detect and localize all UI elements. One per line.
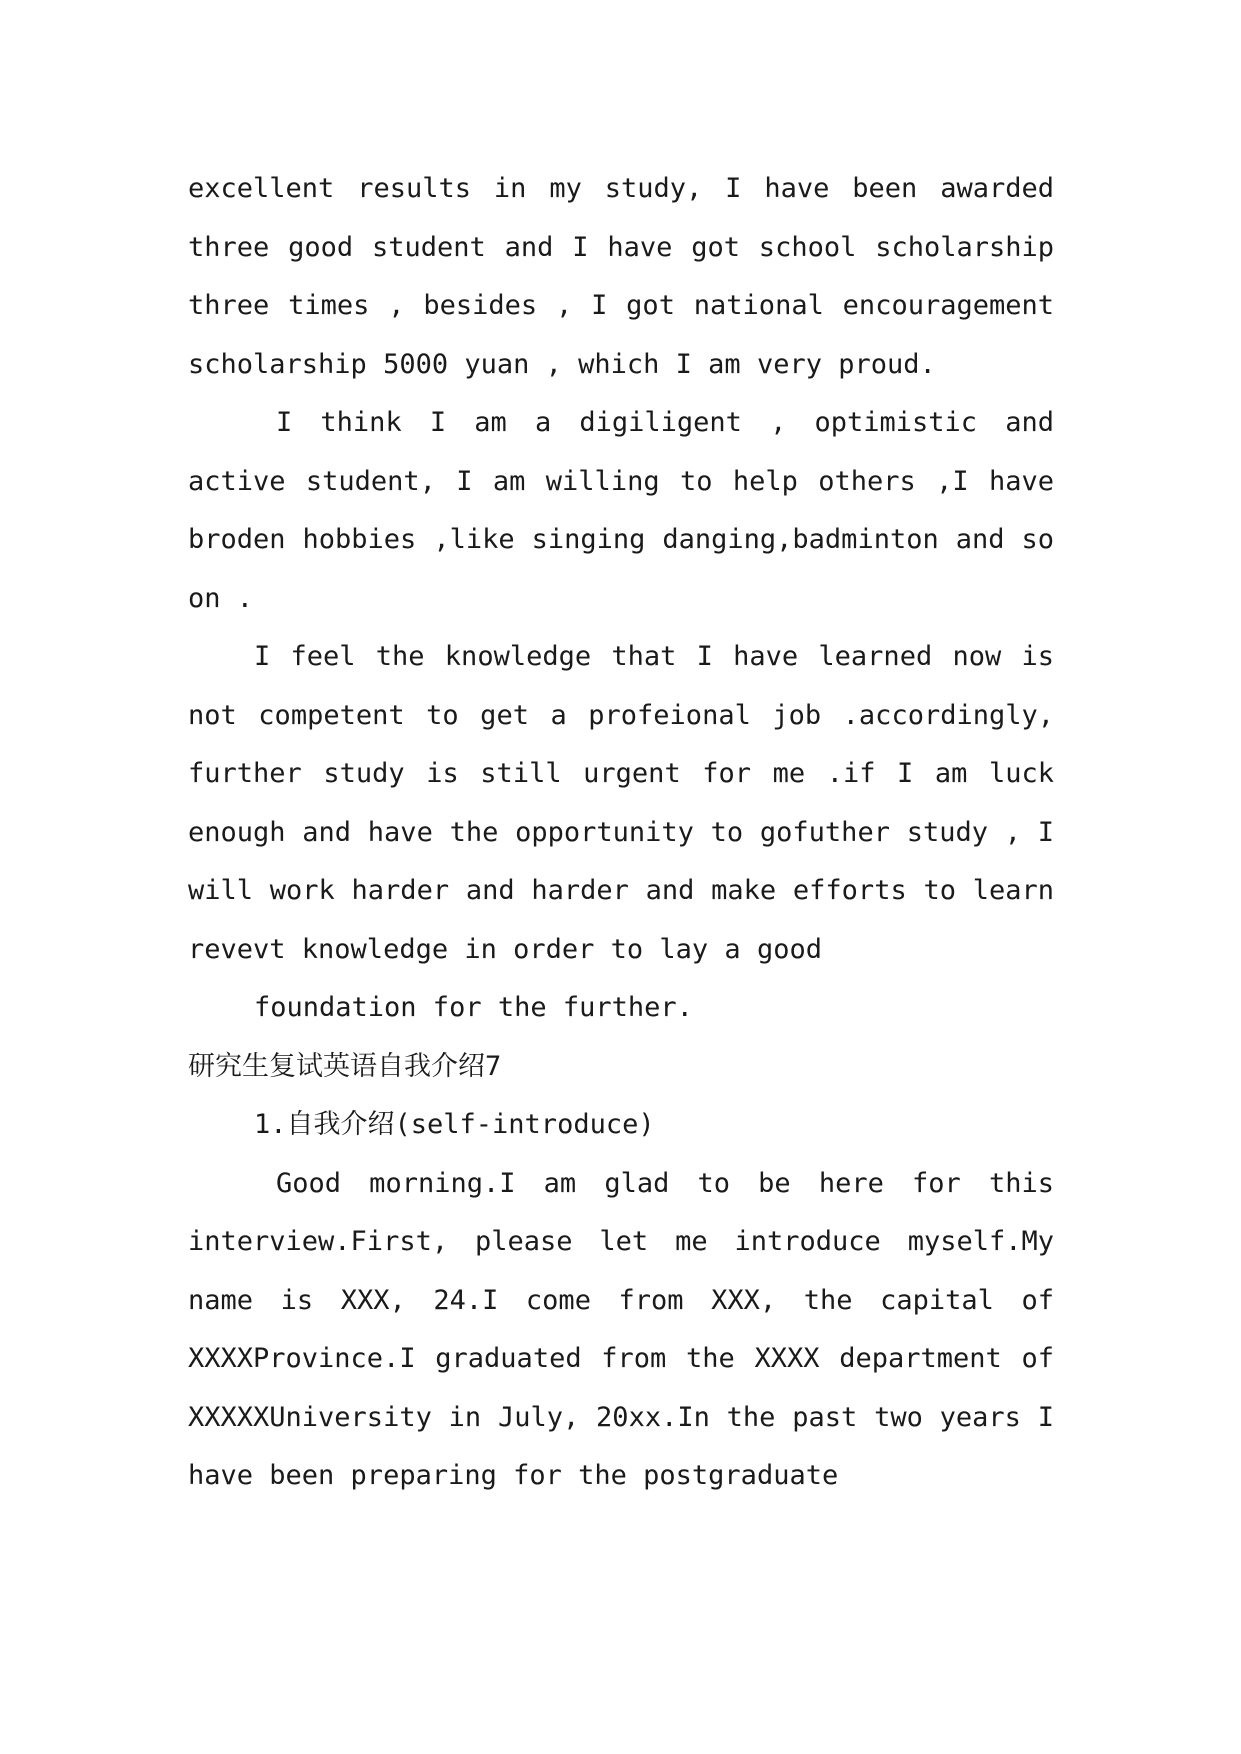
document-body: [188, 160, 1054, 1506]
section-heading: 研究生复试英语自我介绍7: [188, 1050, 502, 1082]
subsection-heading: 1.自我介绍(self-introduce): [254, 1109, 655, 1140]
paragraph-personality: I think I am a digiligent , optimistic and active student, I am willing to help others ,I have broden hobbies ,like singing danging,badminton and so on .: [188, 407, 1054, 614]
paragraph-awards: excellent results in my study, I have been awarded three good student and I have got school scholarship three times , besides , I got national encouragement scholarship 5000 yuan , which I am very proud.: [188, 173, 1054, 380]
paragraph-further-study: I feel the knowledge that I have learned now is not competent to get a profeional job .accordingly, further study is still urgent for me .if I am luck enough and have the opportunity to gofuther study , I will work harder and harder and make efforts to learn revevt knowledge in order to lay a good: [188, 641, 1054, 965]
paragraph-foundation: foundation for the further.: [254, 992, 693, 1023]
paragraph-self-introduction: Good morning.I am glad to be here for this interview.First, please let me introduce myself.My name is XXX, 24.I come from XXX, the capital of XXXXProvince.I graduated from the XXXX department of XXXXXUniversity in July, 20xx.In the past two years I have been preparing for the postgraduate: [188, 1167, 1054, 1491]
